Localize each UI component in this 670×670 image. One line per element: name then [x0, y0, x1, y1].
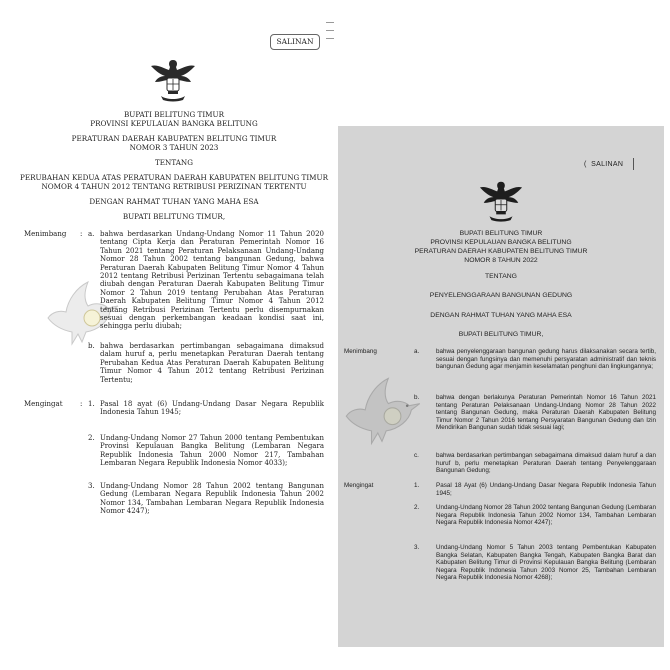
rahmat-line: DENGAN RAHMAT TUHAN YANG MAHA ESA [89, 197, 259, 206]
salinan-open-paren: ( [584, 160, 592, 168]
regulation-title: PENYELENGGARAAN BANGUNAN GEDUNG [429, 292, 573, 299]
document-page-right [338, 126, 664, 647]
garuda-emblem-icon [478, 176, 524, 224]
menimbang-mark: c. [414, 452, 419, 459]
tentang-label: TENTANG [485, 273, 517, 280]
garuda-emblem-icon [149, 54, 197, 104]
mengingat-item-text: Pasal 18 Ayat (6) Undang-Undang Dasar Negara Republik Indonesia Tahun 1945; [436, 482, 656, 497]
menimbang-mark: a. [414, 348, 420, 355]
mengingat-mark: 2. [88, 434, 95, 442]
mengingat-item [344, 504, 664, 538]
header-line1: BUPATI BELITUNG TIMUR [124, 110, 224, 119]
mengingat-item [344, 544, 664, 614]
menimbang-item-text: bahwa penyelenggaraan bangunan gedung harus dilaksanakan secara tertib, sesuai dengan fungsinya dan memenuhi persyaratan administratif dan teknis bangunan Gedung agar menjamin keselamatan penghuni dan lingkungannya; [436, 348, 656, 371]
mengingat-label: Mengingat [344, 482, 374, 489]
mengingat-item-text: Undang-Undang Nomor 5 Tahun 2003 tentang Pembentukan Kabupaten Bangka Selatan, Kabupaten Bangka Tengah, Kabupaten Bangka Barat dan Kabupaten Belitung Timur di Provinsi Kepulauan Bangka Belitung (Lembaran Negara Republik Indonesia Tahun 2003 Nomor 25, Tambahan Lembaran Negara Republik Indonesia Nomor 4268); [436, 544, 656, 582]
menimbang-label: Menimbang [24, 230, 67, 238]
document-page-left [14, 20, 334, 555]
menimbang-mark: a. [88, 230, 95, 238]
header-line2: PROVINSI KEPULAUAN BANGKA BELITUNG [90, 119, 258, 128]
salinan-stamp [584, 158, 634, 170]
menimbang-item-text: bahwa berdasarkan Undang-Undang Nomor 11 Tahun 2020 tentang Cipta Kerja dan Peraturan Pemerintah Nomor 16 Tahun 2021 tentang Peraturan Pelaksanaan Undang-Undang Nomor 28 Tahun 2002 tentang bangunan Gedung, bahwa Peraturan Daerah Kabupaten Belitung Timur Nomor 4 Tahun 2012 tentang Retribusi Perizinan Tertentu sebagaimana telah diubah dengan Peraturan Daerah Kabupaten Belitung Timur Nomor 2 Tahun 2019 tentang Perubahan Atas Peraturan Daerah Kabupaten Belitung Timur Nomor 4 Tahun 2012 tentang Retribusi Perizinan Tertentu perlu disempurnakan sesuai dengan perkembangan keadaan kondisi saat ini, sehingga perlu diubah; [100, 230, 324, 331]
header-line2: PROVINSI KEPULAUAN BANGKA BELITUNG [430, 239, 572, 246]
rahmat-line: DENGAN RAHMAT TUHAN YANG MAHA ESA [430, 312, 572, 319]
regulation-title-1: PERUBAHAN KEDUA ATAS PERATURAN DAERAH KABUPATEN BELITUNG TIMUR [20, 173, 328, 182]
mengingat-colon: : [80, 400, 83, 408]
menimbang-item [344, 452, 664, 478]
mengingat-label: Mengingat [24, 400, 63, 408]
menimbang-mark: b. [414, 394, 420, 401]
mengingat-section [24, 400, 334, 424]
mengingat-item [24, 482, 334, 522]
menimbang-item [24, 342, 334, 392]
mengingat-item-text: Undang-Undang Nomor 28 Tahun 2002 tentang Bangunan Gedung (Lembaran Negara Republik Indonesia Tahun 2002 Nomor 134, Tambahan Lembaran Negara Republik Indonesia Nomor 4247); [436, 504, 656, 527]
mengingat-item-text: Pasal 18 ayat (6) Undang-Undang Dasar Negara Republik Indonesia Tahun 1945; [100, 400, 324, 417]
perda-number: NOMOR 3 TAHUN 2023 [129, 143, 219, 152]
menimbang-item-text: bahwa berdasarkan pertimbangan sebagaimana dimaksud dalam huruf a, perlu menetapkan Peraturan Daerah tentang Perubahan Kedua Atas Peraturan Daerah Kabupaten Belitung Timur Nomor 4 Tahun 2012 tentang Retribusi Perizinan Tertentu; [100, 342, 324, 384]
menimbang-item [344, 394, 664, 446]
menimbang-item-text: bahwa dengan berlakunya Peraturan Pemerintah Nomor 16 Tahun 2021 tentang Peraturan Pelaksanaan Undang-Undang Nomor 28 Tahun 2022 tentang Bangunan Gedung, maka Peraturan Daerah Kabupaten Belitung Timur Nomor 2 Tahun 2016 tentang Persyaratan Bangunan Gedung dan Izin Mendirikan Bangunan sudah tidak sesuai lagi; [436, 394, 656, 432]
mengingat-item [24, 434, 334, 474]
header-line1: BUPATI BELITUNG TIMUR [459, 230, 543, 237]
bupati-line: BUPATI BELITUNG TIMUR, [458, 331, 544, 338]
mengingat-mark: 3. [414, 544, 420, 551]
mengingat-mark: 3. [88, 482, 95, 490]
regulation-title-2: NOMOR 4 TAHUN 2012 TENTANG RETRIBUSI PERIZINAN TERTENTU [41, 182, 307, 191]
mengingat-section [344, 482, 664, 500]
menimbang-item-text: bahwa berdasarkan pertimbangan sebagaimana dimaksud dalam huruf a dan huruf b, perlu menetapkan Peraturan Daerah tentang Penyelenggaraan Bangunan Gedung; [436, 452, 656, 475]
page-edge-lines [326, 22, 334, 46]
salinan-stamp: SALINAN [270, 34, 320, 50]
menimbang-label: Menimbang [344, 348, 377, 355]
mengingat-mark: 1. [88, 400, 95, 408]
bupati-line: BUPATI BELITUNG TIMUR, [122, 212, 226, 221]
tentang-label: TENTANG [155, 158, 193, 167]
mengingat-item-text: Undang-Undang Nomor 27 Tahun 2000 tentang Pembentukan Provinsi Kepulauan Bangka Belitung (Lembaran Negara Republik Indonesia Tahun 2000 Nomor 217, Tambahan Lembaran Negara Republik Indonesia Nomor 4033); [100, 434, 324, 468]
salinan-label: SALINAN [591, 160, 624, 168]
menimbang-colon: : [80, 230, 83, 238]
mengingat-mark: 2. [414, 504, 420, 511]
menimbang-mark: b. [88, 342, 95, 350]
salinan-bar [633, 158, 634, 170]
perda-title: PERATURAN DAERAH KABUPATEN BELITUNG TIMUR [414, 248, 588, 255]
perda-title: PERATURAN DAERAH KABUPATEN BELITUNG TIMUR [71, 134, 277, 143]
menimbang-section [24, 230, 334, 350]
perda-number: NOMOR 8 TAHUN 2022 [464, 257, 538, 264]
mengingat-mark: 1. [414, 482, 420, 489]
menimbang-section [344, 348, 664, 392]
mengingat-item-text: Undang-Undang Nomor 28 Tahun 2002 tentang Bangunan Gedung (Lembaran Negara Republik Indonesia Tahun 2002 Nomor 134, Tambahan Lembaran Negara Republik Indonesia Nomor 4247); [100, 482, 324, 516]
